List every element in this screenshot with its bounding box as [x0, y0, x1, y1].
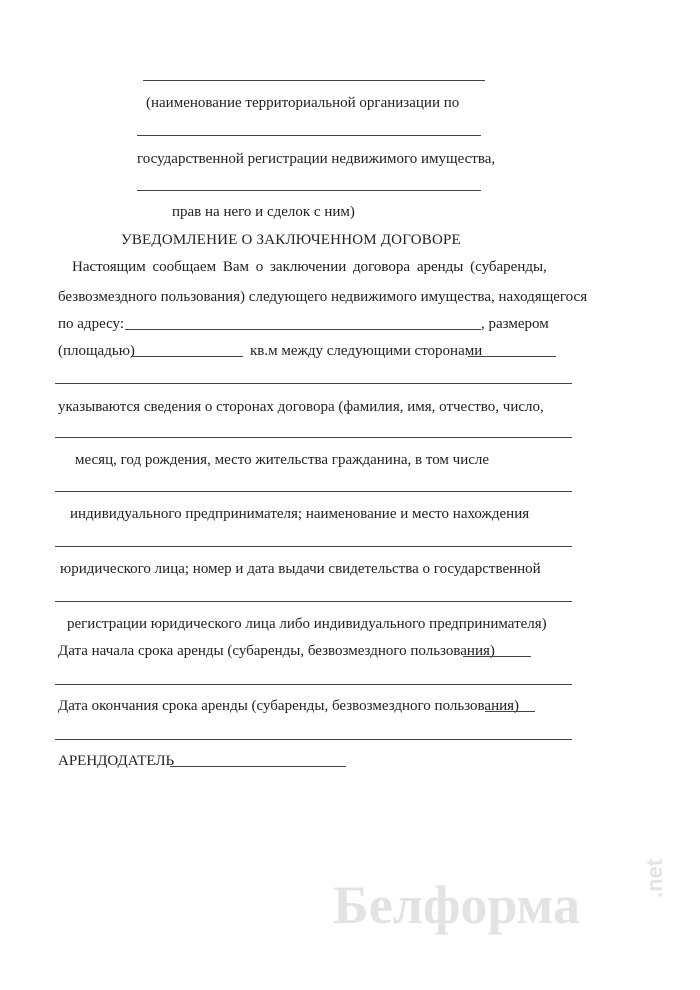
parties-caption-3: индивидуального предпринимателя; наименование и место нахождения — [70, 506, 530, 522]
start-date-line[interactable] — [55, 684, 572, 685]
parties-field-start[interactable] — [468, 356, 556, 357]
start-date-label: Дата начала срока аренды (субаренды, безвозмездного пользования) — [58, 643, 495, 659]
area-field[interactable] — [131, 356, 243, 357]
area-label: (площадью) — [58, 343, 135, 359]
org-name-line-2[interactable] — [137, 135, 481, 136]
end-date-line[interactable] — [55, 739, 572, 740]
org-caption-1: (наименование территориальной организации по — [146, 95, 460, 111]
lessor-signature-field[interactable] — [170, 766, 346, 767]
end-date-field[interactable] — [485, 711, 535, 712]
parties-line-2[interactable] — [55, 437, 572, 438]
parties-caption-1: указываются сведения о сторонах договора (фамилия, имя, отчество, число, — [58, 399, 544, 415]
org-name-line-3[interactable] — [137, 190, 481, 191]
address-field[interactable] — [125, 329, 481, 330]
parties-line-4[interactable] — [55, 546, 572, 547]
org-caption-2: государственной регистрации недвижимого имущества, — [137, 151, 496, 167]
body-line-1: Настоящим сообщаем Вам о заключении договора аренды (субаренды, — [72, 259, 547, 275]
org-name-line-1[interactable] — [143, 80, 485, 81]
parties-line-5[interactable] — [55, 601, 572, 602]
address-label: по адресу: — [58, 316, 125, 332]
parties-line-3[interactable] — [55, 491, 572, 492]
lessor-label: АРЕНДОДАТЕЛЬ — [58, 753, 175, 769]
parties-caption-2: месяц, год рождения, место жительства гражданина, в том числе — [75, 452, 490, 468]
document-title: УВЕДОМЛЕНИЕ О ЗАКЛЮЧЕННОМ ДОГОВОРЕ — [121, 232, 461, 248]
org-caption-3: прав на него и сделок с ним) — [172, 204, 355, 220]
end-date-label: Дата окончания срока аренды (субаренды, безвозмездного пользования) — [58, 698, 520, 714]
body-line-2: безвозмездного пользования) следующего недвижимого имущества, находящегося — [58, 289, 588, 305]
parties-line-1[interactable] — [55, 383, 572, 384]
watermark-suffix: .net — [642, 858, 667, 898]
parties-caption-4: юридического лица; номер и дата выдачи свидетельства о государственной — [60, 561, 541, 577]
start-date-field[interactable] — [463, 656, 531, 657]
watermark-logo: Белформа — [333, 875, 580, 935]
area-unit-label: кв.м между следующими сторонами — [250, 343, 483, 359]
parties-caption-5: регистрации юридического лица либо индивидуального предпринимателя) — [67, 616, 547, 632]
size-label: , размером — [481, 316, 549, 332]
